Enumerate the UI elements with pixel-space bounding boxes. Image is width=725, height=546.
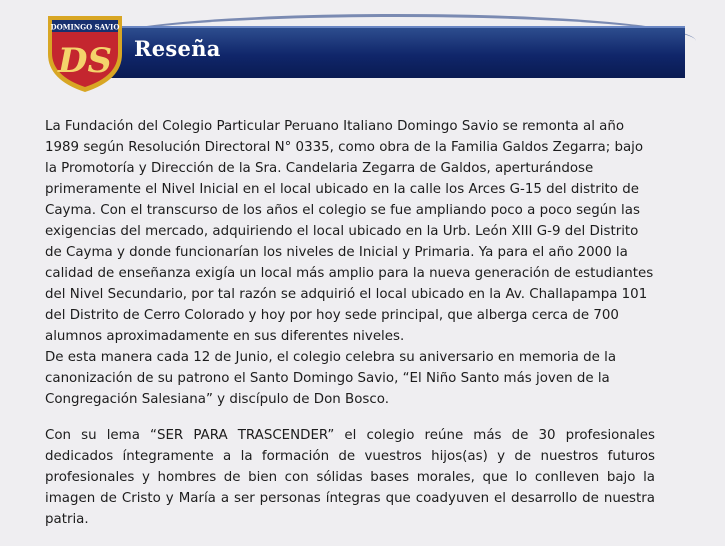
logo-school-name: DOMINGO SAVIO <box>50 22 120 32</box>
history-paragraph-motto: Con su lema “SER PARA TRASCENDER” el colegio reúne más de 30 profesionales dedicados íntegramente a la formación de vuestros hijos(as) y de nuestros futuros profesionales y hombres de bien con sólidas bases morales, que lo conlleven bajo la imagen de Cristo y María a ser personas íntegras que coadyuven el desarrollo de nuestra patria. <box>45 428 655 527</box>
page-title: Reseña <box>134 36 221 61</box>
history-paragraph-foundation: La Fundación del Colegio Particular Peruano Italiano Domingo Savio se remonta al año 1989 según Resolución Directoral N° 0335, como obra de la Familia Galdos Zegarra; bajo la Promotoría y Dirección de la Sra. Candelaria Zegarra de Galdos, aperturándose primeramente el Nivel Inicial en el local ubicado en la calle los Arces G-15 del distrito de Cayma. Con el transcurso de los años el colegio se fue ampliando poco a poco según las exigencias del mercado, adquiriendo el local ubicado en la Urb. León XIII G-9 del Distrito de Cayma y donde funcionarían los niveles de Inicial y Primaria. Ya para el año 2000 la calidad de enseñanza exigía un local más amplio para la nueva generación de estudiantes del Nivel Secundario, por tal razón se adquirió el local ubicado en la Av. Challapampa 101 del Distrito de Cerro Colorado y hoy por hoy sede principal, que alberga cerca de 700 alumnos aproximadamente en sus diferentes niveles. <box>45 119 654 344</box>
logo-initials: DS <box>57 41 113 81</box>
history-paragraph-anniversary: De esta manera cada 12 de Junio, el colegio celebra su aniversario en memoria de la canonización de su patrono el Santo Domingo Savio, “El Niño Santo más joven de la Congregación Salesiana” y discípulo de Don Bosco. <box>45 350 617 407</box>
history-article <box>45 116 655 530</box>
school-crest-logo <box>42 10 128 94</box>
